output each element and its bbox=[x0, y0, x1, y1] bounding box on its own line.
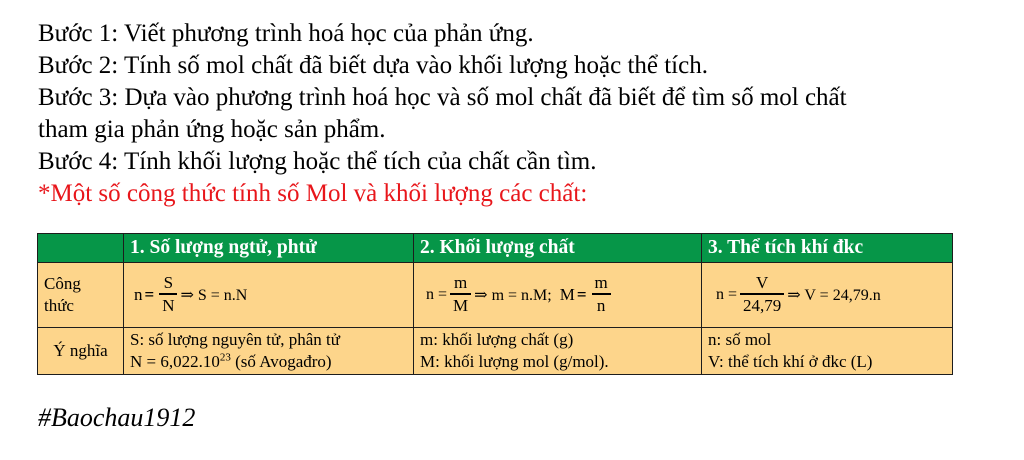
step-3: Bước 3: Dựa vào phương trình hoá học và số mol chất đã biết để tìm số mol chất bbox=[38, 84, 847, 111]
f1-fraction bbox=[159, 273, 177, 317]
row-label-formula-line2: thức bbox=[44, 296, 74, 315]
f2-denominator: M bbox=[453, 295, 469, 315]
f2-fraction bbox=[450, 273, 471, 317]
f1-eq: = bbox=[144, 285, 155, 304]
meaning-gas-volume bbox=[702, 328, 953, 375]
f3-lhs: n = bbox=[716, 286, 738, 303]
table-row-formula bbox=[38, 263, 953, 328]
avogadro-note: (số Avogađro) bbox=[230, 352, 332, 371]
f1-denominator: N bbox=[162, 295, 175, 315]
f3-fraction bbox=[740, 273, 784, 317]
f1-lhs: n bbox=[134, 285, 143, 304]
row-label-meaning: Ý nghĩa bbox=[38, 328, 124, 375]
avogadro-exponent: 23 bbox=[219, 351, 231, 364]
instructions bbox=[38, 18, 998, 210]
meaning-gas-line2: V: thể tích khí ở đkc (L) bbox=[708, 352, 873, 371]
row-label-formula-line1: Công bbox=[44, 274, 81, 293]
f3-denominator: 24,79 bbox=[743, 295, 782, 315]
formula-particles bbox=[124, 263, 414, 328]
formula-subtitle: *Một số công thức tính số Mol và khối lượng các chất: bbox=[38, 180, 588, 207]
table-row-meaning bbox=[38, 328, 953, 375]
f1-rest: ⇒ S = n.N bbox=[180, 287, 248, 304]
avogadro-base: N = 6,022.10 bbox=[130, 352, 220, 371]
f1-numerator: S bbox=[163, 273, 174, 293]
header-mass: 2. Khối lượng chất bbox=[414, 234, 702, 263]
table-header-row bbox=[38, 234, 953, 263]
step-2: Bước 2: Tính số mol chất đã biết dựa vào khối lượng hoặc thể tích. bbox=[38, 52, 708, 79]
formula-mass bbox=[414, 263, 702, 328]
header-gas-volume: 3. Thể tích khí đkc bbox=[702, 234, 953, 263]
f3-rest: ⇒ V = 24,79.n bbox=[787, 287, 881, 304]
meaning-mass bbox=[414, 328, 702, 375]
meaning-mass-line2: M: khối lượng mol (g/mol). bbox=[420, 352, 609, 371]
header-empty bbox=[38, 234, 124, 263]
step-4: Bước 4: Tính khối lượng hoặc thể tích của chất cần tìm. bbox=[38, 148, 597, 175]
f2-numerator: m bbox=[453, 273, 468, 293]
f2-eq2: = bbox=[576, 285, 587, 304]
meaning-gas-line1: n: số mol bbox=[708, 330, 772, 349]
formula-table bbox=[37, 233, 953, 375]
meaning-particles-line1: S: số lượng nguyên tử, phân tử bbox=[130, 330, 340, 349]
f2-rest: ⇒ m = n.M; bbox=[474, 287, 552, 304]
meaning-particles-line2 bbox=[130, 351, 407, 373]
row-label-formula bbox=[38, 263, 124, 328]
author-signature: #Baochau1912 bbox=[38, 403, 196, 432]
f2-denominator2: n bbox=[596, 295, 606, 315]
step-3-continued: tham gia phản ứng hoặc sản phẩm. bbox=[38, 116, 386, 143]
formula-gas-volume bbox=[702, 263, 953, 328]
f2-numerator2: m bbox=[594, 273, 608, 293]
meaning-mass-line1: m: khối lượng chất (g) bbox=[420, 330, 574, 349]
f2-lhs: n = bbox=[426, 286, 448, 303]
f3-numerator: V bbox=[756, 273, 769, 293]
header-particles: 1. Số lượng ngtử, phtử bbox=[124, 234, 414, 263]
step-1: Bước 1: Viết phương trình hoá học của phản ứng. bbox=[38, 20, 534, 47]
f2-lhs2: M bbox=[559, 285, 575, 304]
f2-fraction2 bbox=[592, 273, 611, 317]
meaning-particles bbox=[124, 328, 414, 375]
